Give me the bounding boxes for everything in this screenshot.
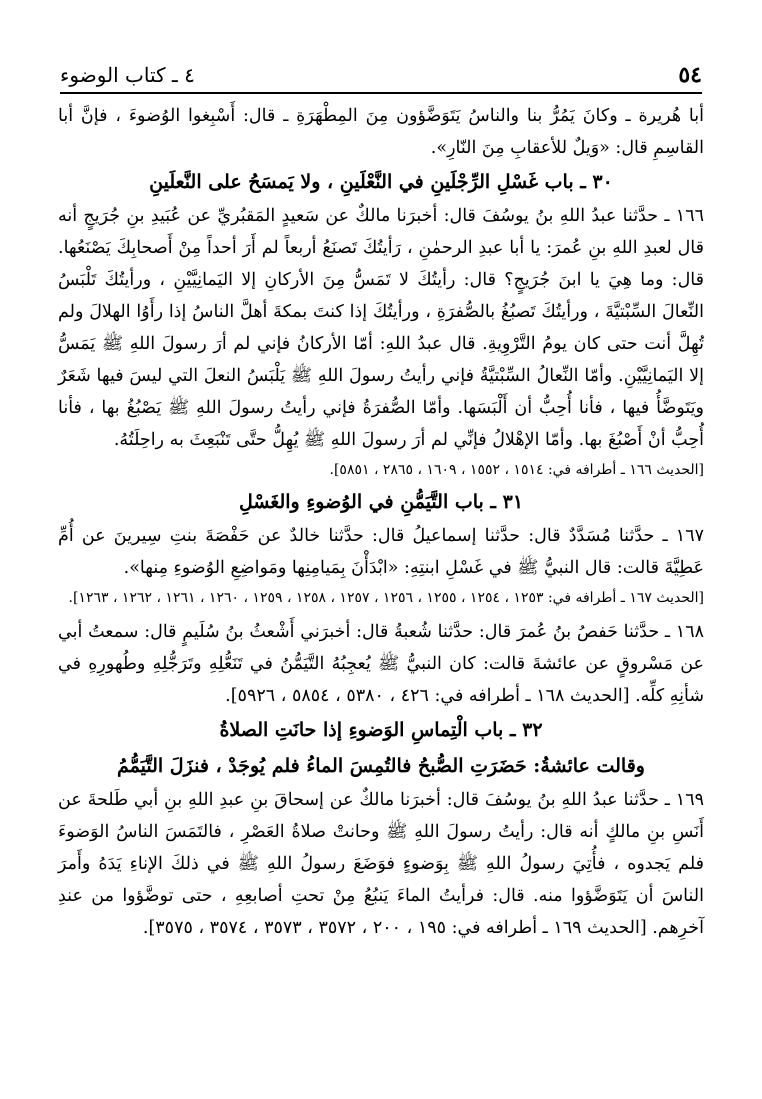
hadith-168: ١٦٨ ـ حدَّثنا حَفصُ بنُ عُمرَ قال: حدَّثنا شُعبةُ قال: أخبرَني أَشْعثُ بنُ سُلَيمٍ قال: سمعتُ أبي عن مَسْروقٍ عن عائشةَ قالت: كان النبيُّ ﷺ يُعجِبُهُ التَّيَمُّنُ في تَنَعُّلِهِ وتَرَجُّلِهِ وطُهورِهِ في شأنِهِ كلِّه. [الحديث ١٦٨ ـ أطرافه في: ٤٢٦ ، ٥٣٨٠ ، ٥٨٥٤ ، ٥٩٢٦]. bbox=[58, 622, 704, 706]
hadith-167: ١٦٧ ـ حدَّثنا مُسَدَّدٌ قال: حدَّثنا إسماعيلُ قال: حدَّثنا خالدٌ عن حَفْصَةَ بنتِ سِيرينَ عن أُمِّ عَطِيَّةَ قالت: قال النبيُّ ﷺ في غَسْلِ ابنتِهِ: «ابْدَأْنَ بِمَيامِنِها ومَواضِعِ الوُضوءِ مِنها». bbox=[58, 526, 704, 578]
header-divider bbox=[60, 92, 702, 94]
hadith-169: ١٦٩ ـ حدَّثنا عبدُ اللهِ بنُ يوسُفَ قال: أخبرَنا مالكٌ عن إسحاقَ بنِ عبدِ اللهِ بنِ أبي طَلحةَ عن أَنَسِ بنِ مالكٍ أنه قال: رأيتُ رسولَ اللهِ ﷺ وحانتْ صلاةُ العَصْرِ ، فالتَمَسَ الناسُ الوَضوءَ فلم يَجدوه ، فأُتِيَ رسولُ اللهِ ﷺ بِوَضوءٍ فوَضَعَ رسولُ اللهِ ﷺ في ذلكَ الإناءِ يَدَهُ وأَمرَ الناسَ أن يَتَوَضَّؤوا منه. قال: فرأيتُ الماءَ يَنبُعُ مِنْ تحتِ أصابعِهِ ، حتى توضَّؤوا من عندِ آخرِهم. [الحديث ١٦٩ ـ أطرافه في: ١٩٥ ، ٢٠٠ ، ٣٥٧٢ ، ٣٥٧٣ ، ٣٥٧٤ ، ٣٥٧٥]. bbox=[58, 790, 704, 938]
page-number: ٥٤ bbox=[678, 62, 702, 88]
paragraph-continuation: أبا هُريرة ـ وكانَ يَمُرُّ بنا والناسُ يَتَوَضَّؤون مِنَ المِطْهَرَةِ ـ قال: أَسْبِغوا الوُضوءَ ، فإنَّ أبا القاسِمِ قال: «وَيلٌ للأعقابِ مِنَ النّارِ». bbox=[58, 106, 704, 158]
chapter-heading-30: ٣٠ ـ باب غَسْلِ الرِّجْلَينِ في النَّعْلَينِ ، ولا يَمسَحُ على النَّعلَينِ bbox=[149, 171, 613, 193]
hadith-166: ١٦٦ ـ حدَّثنا عبدُ اللهِ بنُ يوسُفَ قال: أخبرَنا مالكٌ عن سَعيدٍ المَقبُريِّ عن عُبَيدِ بنِ جُرَيجٍ أنه قال لعبدِ اللهِ بنِ عُمرَ: يا أبا عبدِ الرحمٰنِ ، رَأيتُكَ تَصنَعُ أربعاً لم أَرَ أحداً مِنْ أَصحابِكَ يَصْنَعُها. قال: وما هِيَ يا ابنَ جُرَيجٍ؟ قال: رأيتُكَ لا تَمَسُّ مِنَ الأركانِ إلا اليَمانِيَّيْنِ ، ورأيتُكَ تَلْبَسُ النِّعالَ السِّبْتيَّةَ ، ورأيتُكَ تَصبُغُ بالصُّفرَةِ ، ورأيتُكَ إذا كنتَ بمكةَ أهلَّ الناسُ إذا رأَوُا الهلالَ ولم تُهِلَّ أنت حتى كان يومُ التَّرْوِيةِ. قال عبدُ اللهِ: أمّا الأركانُ فإني لم أرَ رسولَ اللهِ ﷺ يَمَسُّ إلا اليَمانِيَّيْنِ. وأمّا النِّعالُ السِّبْتيَّةُ فإني رأيتُ رسولَ اللهِ ﷺ يَلْبَسُ النعلَ التي ليسَ فيها شَعَرٌ ويَتَوضَّأُ فيها ، فأنا أُحِبُّ أن أَلْبَسَها. وأمّا الصُّفرَةُ فإني رأيتُ رسولَ اللهِ ﷺ يَصْبُغُ بها ، فأنا أُحِبُّ أنْ أَصْبُغَ بها. وأمّا الإهْلالُ فإنِّي لم أرَ رسولَ اللهِ ﷺ يُهِلُّ حتَّى تَنْبَعِثَ به راحِلَتُهُ. bbox=[58, 206, 704, 450]
book-title: ٤ ـ كتاب الوضوء bbox=[60, 63, 195, 87]
chapter-heading-31: ٣١ ـ باب التَّيَمُّنِ في الوُضوءِ والغَسْلِ bbox=[238, 491, 524, 513]
hadith-167-references: [الحديث ١٦٧ ـ أطرافه في: ١٢٥٣ ، ١٢٥٤ ، ١٢٥٥ ، ١٢٥٦ ، ١٢٥٧ ، ١٢٥٨ ، ١٢٥٩ ، ١٢٦٠ ، ١٢٦١ ، ١٢٦٢ ، ١٢٦٣]. bbox=[68, 590, 704, 606]
hadith-166-references: [الحديث ١٦٦ ـ أطرافه في: ١٥١٤ ، ١٥٥٢ ، ١٦٠٩ ، ٢٨٦٥ ، ٥٨٥١]. bbox=[329, 462, 704, 478]
chapter-heading-32: ٣٢ ـ باب الْتِماسِ الوَضوءِ إذا حانَتِ الصلاةُ bbox=[219, 719, 543, 741]
running-header bbox=[60, 58, 702, 92]
page-body bbox=[58, 100, 704, 1079]
chapter-heading-32-subtitle: وقالت عائشةُ: حَضَرَتِ الصُّبحُ فالتُمِسَ الماءُ فلم يُوجَدْ ، فنزَلَ التَّيَمُّمُ bbox=[117, 755, 645, 777]
